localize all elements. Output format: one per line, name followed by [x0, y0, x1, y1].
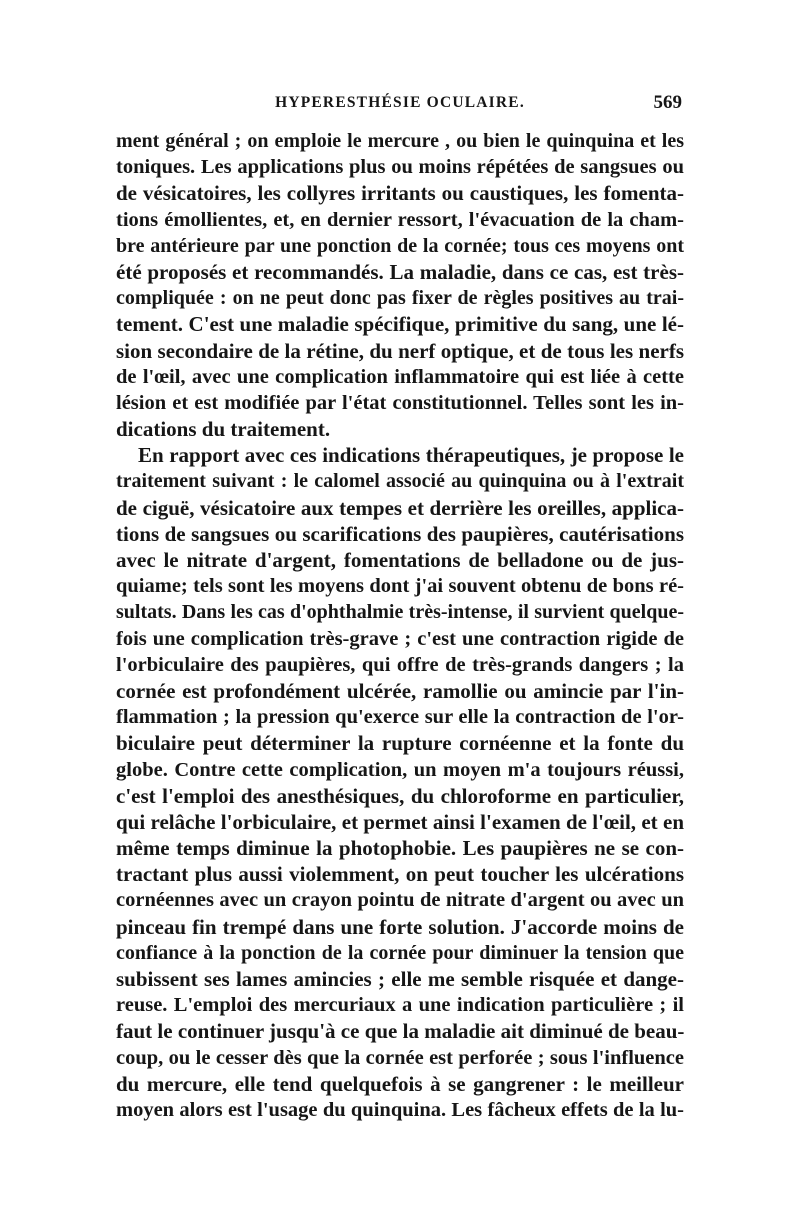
- text-line: globe. Contre cette complication, un moyen m'a toujours réussi,: [116, 758, 684, 781]
- text-line: même temps diminue la photophobie. Les paupières ne se con-: [116, 836, 684, 861]
- text-line: été proposés et recommandés. La maladie, dans ce cas, est très-: [116, 259, 684, 284]
- text-line: moyen alors est l'usage du quinquina. Les fâcheux effets de la lu-: [116, 1098, 684, 1121]
- text-line: cornéennes avec un crayon pointu de nitrate d'argent ou avec un: [116, 889, 684, 912]
- text-line: tions de sangsues ou scarifications des paupières, cautérisations: [116, 521, 684, 546]
- page-header: [116, 94, 684, 118]
- text-line: ment général ; on emploie le mercure , ou bien le quinquina et les: [116, 130, 684, 152]
- text-line: sion secondaire de la rétine, du nerf optique, et de tous les nerfs: [116, 338, 684, 363]
- text-line: En rapport avec ces indications thérapeutiques, je propose le: [138, 443, 684, 468]
- text-line: faut le continuer jusqu'à ce que la maladie ait diminué de beau-: [116, 1019, 684, 1044]
- text-line: pinceau fin trempé dans une forte solution. J'accorde moins de: [116, 914, 684, 939]
- text-line: de vésicatoires, les collyres irritants ou caustiques, les fomenta-: [116, 181, 684, 206]
- body-text: [116, 128, 684, 1123]
- text-line: reuse. L'emploi des mercuriaux a une indication particulière ; il: [116, 994, 684, 1017]
- text-line: cornée est profondément ulcérée, ramollie ou amincie par l'in-: [116, 678, 684, 703]
- text-line: flammation ; la pression qu'exerce sur elle la contraction de l'or-: [116, 706, 684, 729]
- text-line: du mercure, elle tend quelquefois à se gangrener : le meilleur: [116, 1071, 684, 1096]
- text-line: subissent ses lames amincies ; elle me semble risquée et dange-: [116, 967, 684, 991]
- text-line: compliquée : on ne peut donc pas fixer de règles positives au trai-: [116, 287, 684, 310]
- text-line: tement. C'est une maladie spécifique, primitive du sang, une lé-: [116, 312, 684, 337]
- text-line: confiance à la ponction de la cornée pour diminuer la tension que: [116, 941, 684, 964]
- text-line: quiame; tels sont les moyens dont j'ai souvent obtenu de bons ré-: [116, 575, 684, 598]
- text-line: lésion et est modifiée par l'état constitutionnel. Telles sont les in-: [116, 391, 684, 414]
- page-number: 569: [653, 92, 682, 113]
- running-title: HYPERESTHÉSIE OCULAIRE.: [275, 94, 525, 111]
- text-line: dications du traitement.: [116, 417, 331, 442]
- text-line: l'orbiculaire des paupières, qui offre de très-grands dangers ; la: [116, 653, 684, 676]
- text-line: fois une complication très-grave ; c'est une contraction rigide de: [116, 627, 684, 650]
- text-line: qui relâche l'orbiculaire, et permet ainsi l'examen de l'œil, et en: [116, 809, 684, 834]
- text-line: sultats. Dans les cas d'ophthalmie très-intense, il survient quelque-: [116, 601, 684, 624]
- text-line: toniques. Les applications plus ou moins répétées de sangsues ou: [116, 156, 684, 179]
- text-line: traitement suivant : le calomel associé au quinquina ou à l'extrait: [116, 470, 684, 493]
- text-line: c'est l'emploi des anesthésiques, du chloroforme en particulier,: [116, 783, 684, 808]
- text-line: biculaire peut déterminer la rupture cornéenne et la fonte du: [116, 731, 684, 756]
- text-line: de ciguë, vésicatoire aux tempes et derrière les oreilles, applica-: [116, 495, 684, 520]
- text-line: coup, ou le cesser dès que la cornée est perforée ; sous l'influence: [116, 1046, 684, 1069]
- text-line: tions émollientes, et, en dernier ressort, l'évacuation de la cham-: [116, 208, 684, 231]
- text-line: bre antérieure par une ponction de la cornée; tous ces moyens ont: [116, 234, 684, 257]
- text-line: de l'œil, avec une complication inflammatoire qui est liée à cette: [116, 365, 684, 388]
- text-line: avec le nitrate d'argent, fomentations de belladone ou de jus-: [116, 548, 684, 572]
- text-line: tractant plus aussi violemment, on peut toucher les ulcérations: [116, 862, 684, 887]
